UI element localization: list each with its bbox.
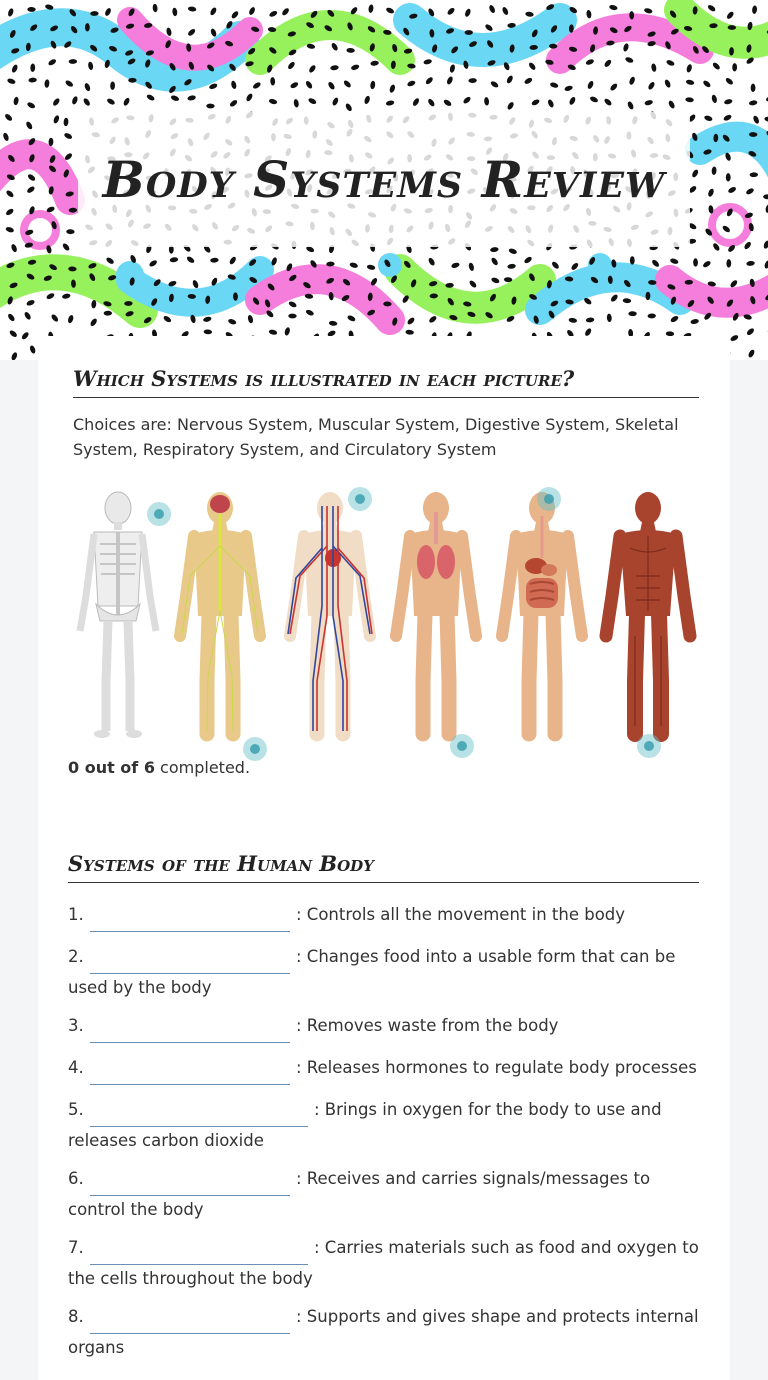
hotspot-1[interactable] xyxy=(147,502,171,526)
answer-input-5[interactable] xyxy=(90,1106,308,1127)
question-item xyxy=(68,943,708,1001)
hotspot-4[interactable] xyxy=(450,734,474,758)
title-box xyxy=(78,112,690,247)
question-number: 1. xyxy=(68,905,84,924)
header-banner xyxy=(0,0,768,360)
progress-count: 0 out of 6 xyxy=(68,758,155,777)
worksheet-card xyxy=(38,336,730,1380)
section-heading-identify: Which Systems is illustrated in each picture? xyxy=(73,366,699,398)
question-number: 6. xyxy=(68,1169,84,1188)
nervous-figure xyxy=(180,492,260,734)
question-number: 5. xyxy=(68,1100,84,1119)
question-item xyxy=(68,1303,708,1361)
body-systems-illustration xyxy=(68,486,708,766)
answer-input-8[interactable] xyxy=(90,1313,290,1334)
digestive-figure xyxy=(502,492,582,734)
question-number: 2. xyxy=(68,947,84,966)
question-item xyxy=(68,1165,708,1223)
hotspot-5[interactable] xyxy=(537,487,561,511)
section-heading-systems: Systems of the Human Body xyxy=(68,851,699,883)
answer-input-2[interactable] xyxy=(90,953,290,974)
question-number: 8. xyxy=(68,1307,84,1326)
skeletal-figure xyxy=(80,492,156,738)
question-item xyxy=(68,1096,708,1154)
question-number: 3. xyxy=(68,1016,84,1035)
question-text: : Brings in oxygen for the body to use and releases carbon dioxide xyxy=(68,1100,662,1150)
body-figures-svg xyxy=(68,486,708,766)
question-number: 7. xyxy=(68,1238,84,1257)
answer-input-3[interactable] xyxy=(90,1022,290,1043)
page-title: Body Systems Review xyxy=(102,149,666,209)
question-text: : Releases hormones to regulate body processes xyxy=(296,1058,697,1077)
question-text: : Removes waste from the body xyxy=(296,1016,559,1035)
circulatory-figure xyxy=(288,492,372,734)
question-text: : Controls all the movement in the body xyxy=(296,905,626,924)
question-item xyxy=(68,1012,708,1043)
answer-input-7[interactable] xyxy=(90,1244,308,1265)
muscular-figure xyxy=(606,492,690,734)
question-item xyxy=(68,1234,708,1292)
question-text: : Receives and carries signals/messages to control the body xyxy=(68,1169,651,1219)
progress-status xyxy=(68,758,250,777)
question-text: : Changes food into a usable form that can be used by the body xyxy=(68,947,676,997)
question-text: : Supports and gives shape and protects internal organs xyxy=(68,1307,699,1357)
choices-text: Choices are: Nervous System, Muscular System, Digestive System, Skeletal System, Respiratory System, and Circulatory System xyxy=(73,415,679,459)
hotspot-3[interactable] xyxy=(348,487,372,511)
answer-input-6[interactable] xyxy=(90,1175,290,1196)
progress-suffix: completed. xyxy=(154,758,251,777)
question-item xyxy=(68,1054,708,1085)
answer-input-1[interactable] xyxy=(90,911,290,932)
hotspot-6[interactable] xyxy=(637,734,661,758)
question-text: : Carries materials such as food and oxygen to the cells throughout the body xyxy=(68,1238,699,1288)
answer-input-4[interactable] xyxy=(90,1064,290,1085)
question-list xyxy=(68,901,708,1372)
respiratory-figure xyxy=(396,492,476,734)
question-item xyxy=(68,901,708,932)
question-number: 4. xyxy=(68,1058,84,1077)
